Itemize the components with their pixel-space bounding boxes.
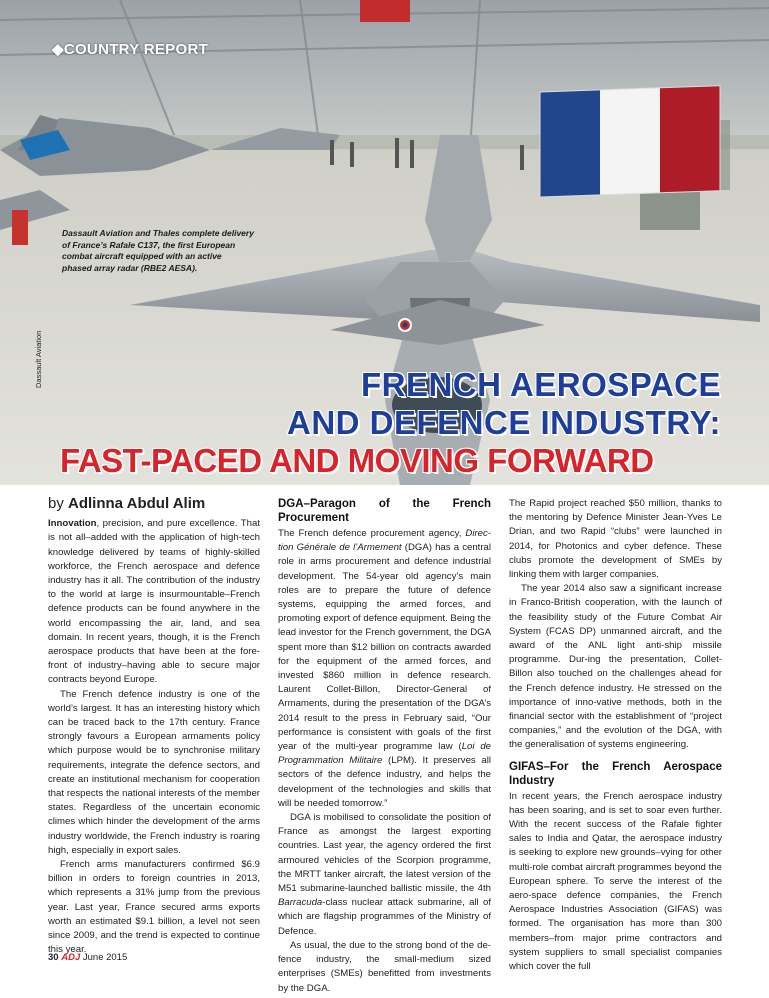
paragraph: Innovation, precision, and pure excellence. That is not all–added with the application of high-tech knowledge delivered by teams of highly-skilled workforce, the French aerospace and defence industry has it all. The contribution of the industry to the world at large is insurmountable–French defence products can be found anywhere in the world encompassing the air, land, and sea domain. In recent years, though, it is the French aerospace products that have been at the fore-front of industry–having able to secure major contracts beyond Europe. (48, 518, 260, 686)
section-tag: ◆COUNTRY REPORT (52, 41, 209, 58)
hero-photo (0, 0, 769, 485)
byline-prefix: by (48, 495, 64, 512)
magazine-name: ADJ (61, 952, 81, 963)
caption-line: Dassault Aviation and Thales complete delivery (62, 228, 254, 238)
paragraph: In recent years, the French aerospace industry has been soaring, and is set to soar even further. With the recent success of the Rafale fighter sales to India and Qatar, the aerospace industry is seeking to explore new grounds–vying for other multi-role combat aircraft programmes beyond the European sphere. To serve the interest of the aero-space defence companies, the French Aerospace Industries Association (GIFAS) was formed. The organisation has more than 300 members–from major prime contractors and system suppliers to small specialist companies which cover the full (509, 790, 722, 973)
lead-word: Innovation (48, 518, 97, 530)
photo-credit: Dassault Aviation (34, 330, 43, 388)
paragraph: French arms manufacturers confirmed $6.9 billion in orders to foreign countries in 2013, which represents a 31% jump from the previous year. Last year, France secured arms exports worth an estimated $9.1 billion, a level not seen since 2009, and the trend is expected to continue this year. (48, 859, 260, 956)
caption-line: phased array radar (RBE2 AESA). (62, 262, 198, 273)
headline-line-1: FRENCH AEROSPACE (360, 366, 721, 403)
article-column-3 (509, 497, 722, 974)
section-heading: GIFAS–For the French Aerospace Industry (509, 760, 722, 787)
paragraph: DGA is mobilised to consolidate the position of France as amongst the largest exporting countries. Last year, the agency ordered the first armoured vehicles of the Scorpion programme, the MRTT tanker aircraft, the latest version of the M51 submarine-launched ballistic missile, the 4th Barracuda-class nuclear attack submarine, all of which are flagship programmes of the Ministry of Defence. (278, 812, 491, 937)
paragraph: The Rapid project reached $50 million, thanks to the mentoring by Defence Minister Jean-Yves Le Drian, and two Rapid “clubs” were launched in 2014, for Photonics and cyber defence. These clubs promote the development of SMEs by linking them with larger companies. (509, 498, 722, 581)
headline-line-2: AND DEFENCE INDUSTRY: (286, 404, 721, 441)
paragraph: The French defence procurement agency, Direc-tion Générale de l’Armement (DGA) has a central role in arms procurement and defence industrial development. The 54-year old agency’s main roles are to prepare the future of defence systems, equipping the armed forces, and promoting export of defence equipment. Being the lead investor for the French government, the DGA spent more than $12 billion on contracts awarded for the equipment of the armed forces, and invested $860 million in defence research. Laurent Collet-Billon, Director-General of Armaments, during the presentation of the DGA’s 2014 result to the press in February said, “Our performance is consistent with goals of the first year of the multi-year programme law (Loi de Programmation Militaire (LPM). It preserves all sectors of the defence industry, and helps the development of the technologies and skills that will be needed tomorrow.” (278, 528, 492, 809)
page-number: 30 (48, 952, 59, 963)
french-flag (540, 86, 720, 197)
section-heading: DGA–Paragon of the French Procurement (278, 498, 491, 524)
paragraph: The year 2014 also saw a significant increase in Franco-British cooperation, with the launch of the feasibility study of the Future Combat Air System (FCAS DP) unmanned aircraft, and the award of the ANL light anti-ship missile programme. Dur-ing the presentation, Collet-Billon also touched on the challenges ahead for the French defence industry. He stressed on the importance of inno-vative methods, both in the financial sector with the establishment of “project companies,” and the evolution of the DGA, with the generalisation of systems engineering. (509, 583, 722, 751)
headline-line-3: FAST-PACED AND MOVING FORWARD (60, 442, 654, 479)
article-column-2 (278, 497, 491, 996)
caption-line: of France’s Rafale C137, the first European (62, 239, 236, 250)
paragraph: The French defence industry is one of the world’s largest. It has an interesting history which can be traced back to the 17th century. France strongly favours a European armaments policy which purpose would be to synchronise military requirements, integrate the defence sectors, and create an institutional mechanism for cooperation that respects the national interests of the member states. Regardless of the uncertain economic climes which hinder the development of the arms industry worldwide, the French industry is roaring high, especially in export sales. (48, 688, 260, 856)
issue-date: June 2015 (82, 952, 128, 963)
caption-line: combat aircraft equipped with an active (62, 251, 222, 261)
photo-caption (62, 228, 267, 274)
author-name: Adlinna Abdul Alim (68, 495, 206, 512)
byline (48, 497, 260, 511)
paragraph: As usual, the due to the strong bond of the de-fence industry, the small-medium sized enterprises (SMEs) benefitted from investments by the DGA. (278, 939, 491, 994)
article-column-1 (48, 497, 260, 958)
page-footer (48, 952, 127, 963)
